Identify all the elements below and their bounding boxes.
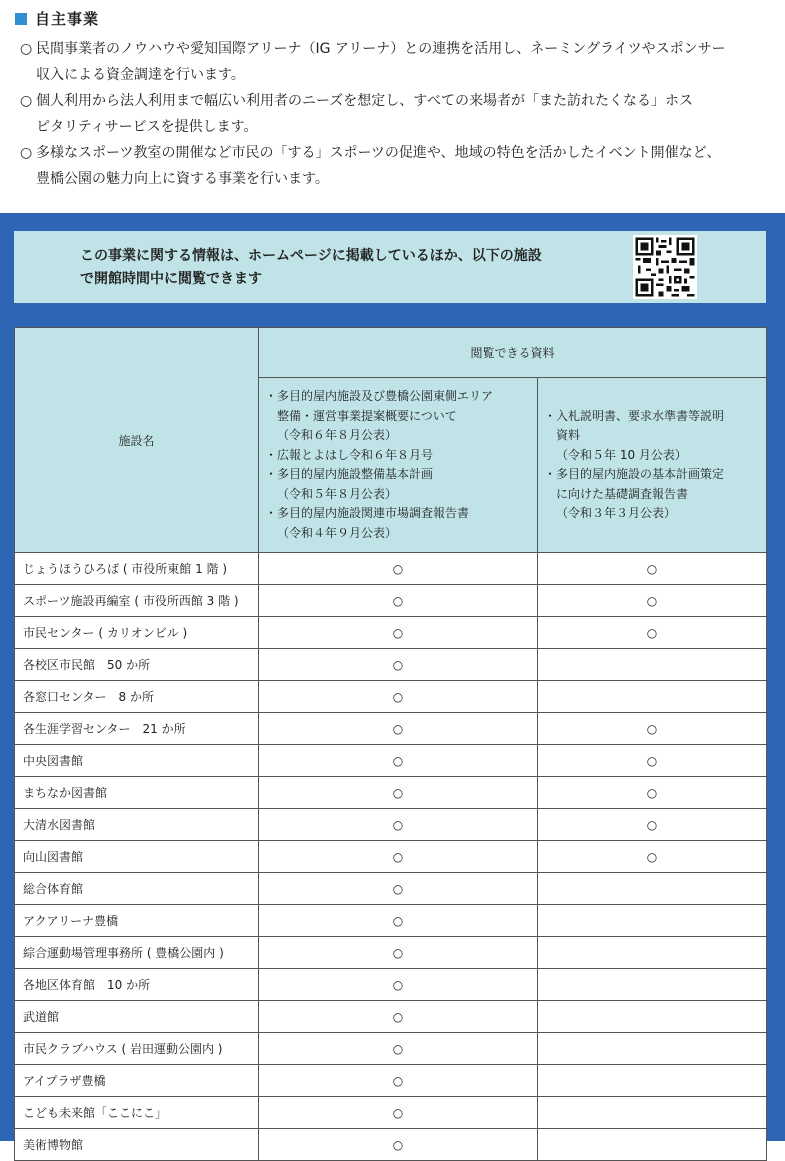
doc-col-1-mark: ○ (259, 617, 538, 649)
bullet-text: 豊橋公園の魅力向上に資する事業を行います。 (36, 171, 329, 187)
doc-col-2-mark (538, 873, 767, 905)
header-facility-name: 施設名 (15, 328, 259, 553)
doc-col-2-mark (538, 681, 767, 713)
facility-name-cell: 市民センター ( カリオンビル ) (15, 617, 259, 649)
facility-name-cell: 市民クラブハウス ( 岩田運動公園内 ) (15, 1033, 259, 1065)
doc-col-1-mark: ○ (259, 585, 538, 617)
doc-col-1-mark: ○ (259, 649, 538, 681)
table-row (15, 905, 767, 937)
table-row (15, 617, 767, 649)
facility-name-cell: こども未来館「ここにこ」 (15, 1097, 259, 1129)
table-row (15, 649, 767, 681)
doc-col-1-mark: ○ (259, 937, 538, 969)
doc-title: に向けた基礎調査報告書 (556, 486, 689, 501)
doc-col-1-mark: ○ (259, 873, 538, 905)
list-item (20, 88, 770, 140)
doc-date: （令和３年３月公表） (556, 506, 677, 520)
bullet-text: 個人利用から法人利用まで幅広い利用者のニーズを想定し、すべての来場者が「また訪れたくなる」ホス (36, 93, 694, 109)
doc-col-2-mark (538, 649, 767, 681)
info-panel (0, 213, 785, 1152)
doc-col-1-mark: ○ (259, 905, 538, 937)
doc-col-2-mark (538, 1129, 767, 1161)
table-row (15, 1033, 767, 1065)
facility-name-cell: 総合体育館 (15, 873, 259, 905)
doc-col-1-mark: ○ (259, 841, 538, 873)
doc-col-2-mark (538, 937, 767, 969)
facility-name-cell: 各生涯学習センター 21 か所 (15, 713, 259, 745)
doc-bullet: ・ (265, 447, 278, 462)
doc-col-2-mark: ○ (538, 585, 767, 617)
header-documents: 閲覧できる資料 (259, 328, 767, 378)
doc-col-2-mark: ○ (538, 745, 767, 777)
facility-name-cell: 中央図書館 (15, 745, 259, 777)
facility-name-cell: スポーツ施設再編室 ( 市役所西館 3 階 ) (15, 585, 259, 617)
facility-name-cell: まちなか図書館 (15, 777, 259, 809)
doc-col-1-mark: ○ (259, 777, 538, 809)
table-row (15, 809, 767, 841)
list-item (20, 36, 770, 88)
doc-col-2-mark (538, 1033, 767, 1065)
table-row (15, 1097, 767, 1129)
table-row (15, 745, 767, 777)
doc-date: （令和４年９月公表） (277, 525, 398, 540)
facility-name-cell: アクアリーナ豊橋 (15, 905, 259, 937)
doc-col-2-mark (538, 1001, 767, 1033)
doc-col-2-mark (538, 969, 767, 1001)
doc-title: 資料 (556, 428, 581, 442)
table-row (15, 1001, 767, 1033)
doc-col-2-mark (538, 905, 767, 937)
facility-table (14, 327, 767, 1161)
list-item (20, 140, 770, 192)
doc-col-1-mark: ○ (259, 1097, 538, 1129)
doc-col-1-mark: ○ (259, 553, 538, 585)
table-row (15, 1065, 767, 1097)
table-row (15, 873, 767, 905)
section-header (15, 8, 99, 29)
facility-name-cell: 美術博物館 (15, 1129, 259, 1161)
circle-bullet: ○ (20, 145, 33, 161)
doc-col-2-mark: ○ (538, 777, 767, 809)
bullet-text: 多様なスポーツ教室の開催など市民の「する」スポーツの促進や、地域の特色を活かしたイベント開催など、 (36, 145, 721, 161)
doc-bullet: ・ (544, 467, 557, 481)
circle-bullet: ○ (20, 93, 33, 109)
circle-bullet: ○ (20, 41, 33, 57)
doc-title: 入札説明書、要求水準書等説明 (556, 408, 725, 423)
doc-col-1-mark: ○ (259, 969, 538, 1001)
facility-name-cell: 向山図書館 (15, 841, 259, 873)
doc-col-1-mark: ○ (259, 1001, 538, 1033)
facility-name-cell: アイプラザ豊橋 (15, 1065, 259, 1097)
info-box (14, 231, 766, 303)
doc-col-1-mark: ○ (259, 1129, 538, 1161)
doc-col-1-mark: ○ (259, 713, 538, 745)
doc-col-2-mark: ○ (538, 809, 767, 841)
info-line: で開館時間中に閲覧できます (80, 271, 262, 287)
table-row (15, 585, 767, 617)
facility-name-cell: 大清水図書館 (15, 809, 259, 841)
table-row (15, 777, 767, 809)
doc-col-2-mark: ○ (538, 617, 767, 649)
doc-title: 多目的屋内施設の基本計画策定 (556, 467, 725, 481)
table-row (15, 681, 767, 713)
facility-name-cell: 各窓口センター 8 か所 (15, 681, 259, 713)
bullet-text: 収入による資金調達を行います。 (36, 67, 245, 83)
facility-name-cell: 各地区体育館 10 か所 (15, 969, 259, 1001)
info-line: この事業に関する情報は、ホームページに掲載しているほか、以下の施設 (80, 248, 542, 264)
table-row (15, 969, 767, 1001)
square-bullet-icon (15, 13, 27, 25)
table-row (15, 553, 767, 585)
facility-name-cell: 各校区市民館 50 か所 (15, 649, 259, 681)
table-row (15, 713, 767, 745)
doc-date: （令和５年 10 月公表） (556, 447, 687, 462)
section-title: 自主事業 (35, 10, 100, 28)
doc-title: 多目的屋内施設及び豊橋公園東側エリア (277, 389, 494, 403)
doc-col-2-mark (538, 1065, 767, 1097)
header-doc-col-1 (259, 378, 538, 553)
bullet-text: ピタリティサービスを提供します。 (36, 119, 258, 135)
facility-name-cell: 綜合運動場管理事務所 ( 豊橋公園内 ) (15, 937, 259, 969)
doc-bullet: ・ (544, 408, 557, 423)
doc-col-2-mark: ○ (538, 713, 767, 745)
doc-col-1-mark: ○ (259, 745, 538, 777)
doc-date: （令和５年８月公表） (277, 486, 398, 501)
bullet-list (20, 36, 770, 192)
doc-title: 整備・運営事業提案概要について (277, 408, 457, 423)
table-row (15, 937, 767, 969)
table-row (15, 841, 767, 873)
bullet-text: 民間事業者のノウハウや愛知国際アリーナ（IG アリーナ）との連携を活用し、ネーミングライツやスポンサー (36, 41, 726, 57)
table-row (15, 1129, 767, 1161)
doc-col-1-mark: ○ (259, 1065, 538, 1097)
doc-bullet: ・ (265, 389, 278, 403)
doc-title: 多目的屋内施設関連市場調査報告書 (277, 506, 470, 520)
doc-date: （令和６年８月公表） (277, 428, 398, 442)
qr-code-icon[interactable] (633, 235, 697, 299)
facility-name-cell: じょうほうひろば ( 市役所東館 1 階 ) (15, 553, 259, 585)
doc-col-2-mark (538, 1097, 767, 1129)
doc-bullet: ・ (265, 506, 278, 520)
doc-col-2-mark: ○ (538, 841, 767, 873)
header-doc-col-2 (538, 378, 767, 553)
doc-col-1-mark: ○ (259, 809, 538, 841)
facility-name-cell: 武道館 (15, 1001, 259, 1033)
doc-col-1-mark: ○ (259, 1033, 538, 1065)
doc-title: 多目的屋内施設整備基本計画 (277, 467, 434, 481)
doc-col-2-mark: ○ (538, 553, 767, 585)
doc-bullet: ・ (265, 467, 278, 481)
doc-col-1-mark: ○ (259, 681, 538, 713)
info-text (80, 245, 630, 291)
doc-title: 広報とよはし令和６年８月号 (277, 447, 434, 462)
